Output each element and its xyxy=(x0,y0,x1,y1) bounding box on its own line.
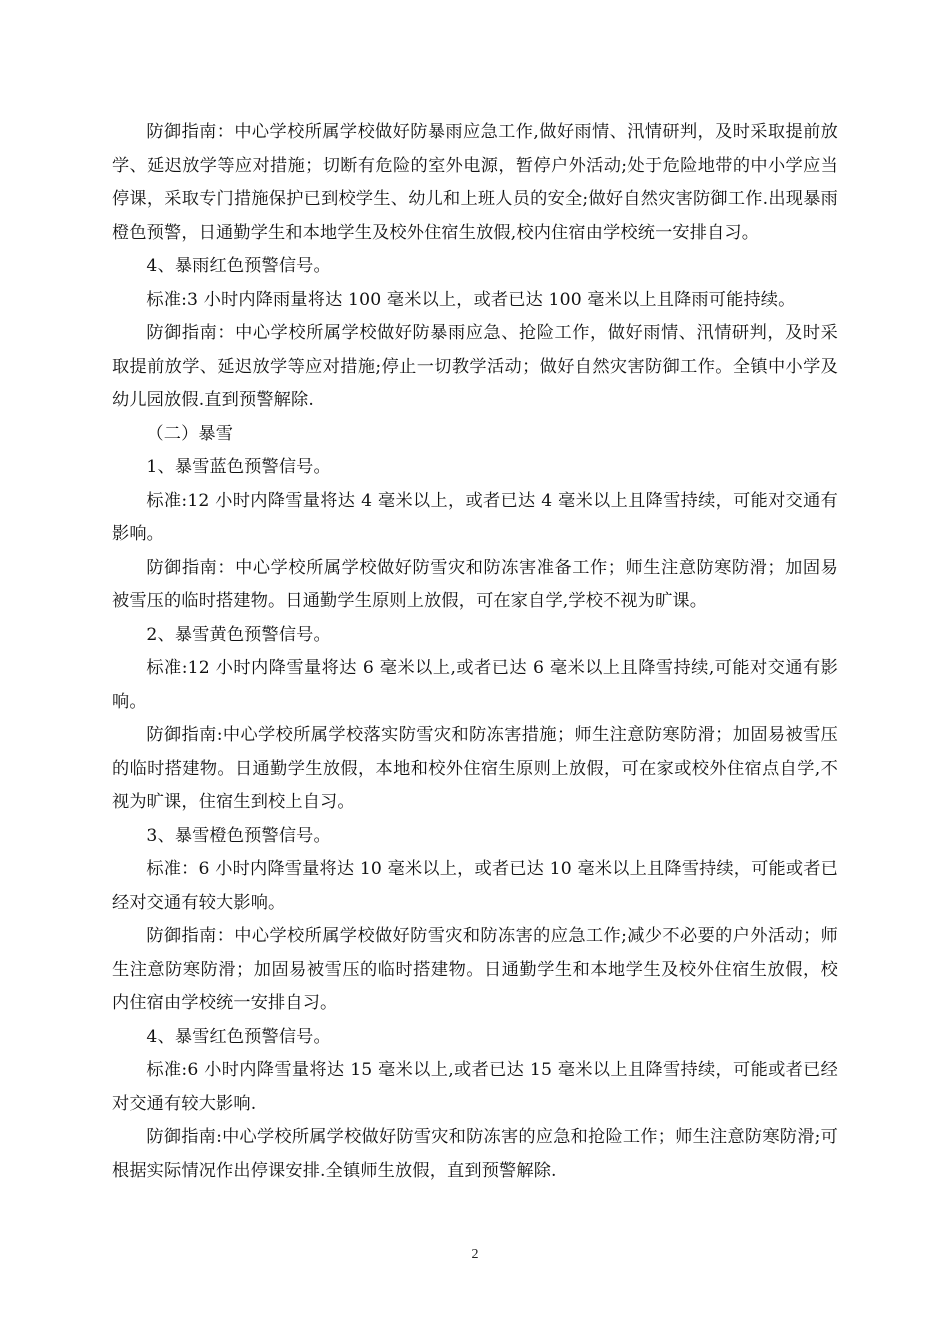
section-heading-blizzard: （二）暴雪 xyxy=(146,423,234,444)
heading-blizzard-yellow-signal: 2、暴雪黄色预警信号。 xyxy=(146,624,331,645)
paragraph-blizzard-red-guidance: 防御指南:中心学校所属学校做好防雪灾和防冻害的应急和抢险工作；师生注意防寒防滑;可根据实际情况作出停课安排.全镇师生放假，直到预警解除. xyxy=(112,1127,838,1181)
paragraph-blizzard-yellow-standard: 标准:12 小时内降雪量将达 6 毫米以上,或者已达 6 毫米以上且降雪持续,可能对交通有影响。 xyxy=(112,658,838,712)
document-body xyxy=(112,116,838,1188)
heading-blizzard-blue-signal: 1、暴雪蓝色预警信号。 xyxy=(146,457,331,477)
paragraph-blizzard-red-standard: 标准:6 小时内降雪量将达 15 毫米以上,或者已达 15 毫米以上且降雪持续，可能或者已经对交通有较大影响. xyxy=(112,1060,838,1114)
paragraph-rainstorm-red-standard: 标准:3 小时内降雨量将达 100 毫米以上，或者已达 100 毫米以上且降雨可能持续。 xyxy=(146,289,796,310)
paragraph-blizzard-orange-guidance: 防御指南：中心学校所属学校做好防雪灾和防冻害的应急工作;减少不必要的户外活动；师生注意防寒防滑；加固易被雪压的临时搭建物。日通勤学生和本地学生及校外住宿生放假，校内住宿由学校统一安排自习。 xyxy=(112,926,838,1013)
heading-rainstorm-red-signal: 4、暴雨红色预警信号。 xyxy=(146,256,331,276)
paragraph-blizzard-yellow-guidance: 防御指南:中心学校所属学校落实防雪灾和防冻害措施；师生注意防寒防滑；加固易被雪压的临时搭建物。日通勤学生放假，本地和校外住宿生原则上放假，可在家或校外住宿点自学,不视为旷课，住宿生到校上自习。 xyxy=(112,725,838,812)
page-number: 2 xyxy=(471,1247,479,1262)
paragraph-blizzard-blue-standard: 标准:12 小时内降雪量将达 4 毫米以上，或者已达 4 毫米以上且降雪持续，可能对交通有影响。 xyxy=(112,490,838,544)
heading-blizzard-red-signal: 4、暴雪红色预警信号。 xyxy=(146,1026,331,1047)
paragraph-blizzard-blue-guidance: 防御指南：中心学校所属学校做好防雪灾和防冻害准备工作；师生注意防寒防滑；加固易被雪压的临时搭建物。日通勤学生原则上放假，可在家自学,学校不视为旷课。 xyxy=(112,557,838,611)
heading-blizzard-orange-signal: 3、暴雪橙色预警信号。 xyxy=(146,825,331,846)
paragraph-rainstorm-orange-guidance: 防御指南：中心学校所属学校做好防暴雨应急工作,做好雨情、汛情研判，及时采取提前放学、延迟放学等应对措施；切断有危险的室外电源，暂停户外活动;处于危险地带的中小学应当停课，采取专门措施保护已到校学生、幼儿和上班人员的安全;做好自然灾害防御工作.出现暴雨橙色预警，日通勤学生和本地学生及校外住宿生放假,校内住宿由学校统一安排自习。 xyxy=(112,122,838,243)
paragraph-blizzard-orange-standard: 标准：6 小时内降雪量将达 10 毫米以上，或者已达 10 毫米以上且降雪持续，可能或者已经对交通有较大影响。 xyxy=(112,859,838,913)
paragraph-rainstorm-red-guidance: 防御指南：中心学校所属学校做好防暴雨应急、抢险工作，做好雨情、汛情研判，及时采取提前放学、延迟放学等应对措施;停止一切教学活动；做好自然灾害防御工作。全镇中小学及幼儿园放假.直到预警解除. xyxy=(112,323,838,410)
